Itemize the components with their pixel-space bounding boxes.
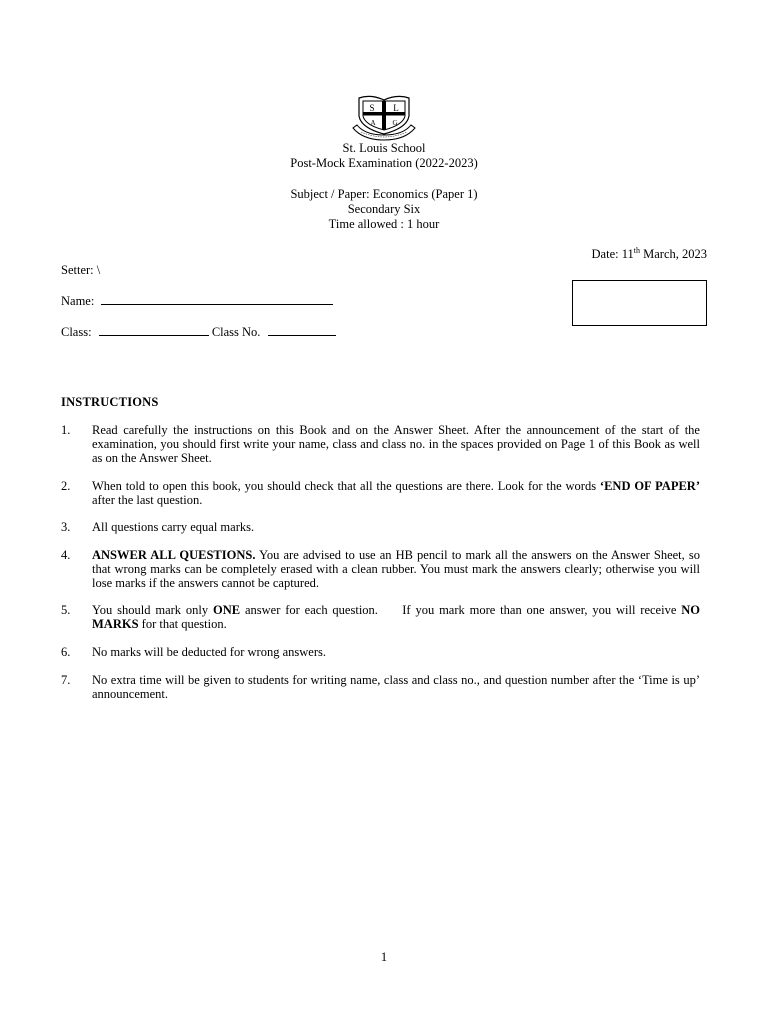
form-level: Secondary Six	[347, 202, 421, 216]
svg-text:G: G	[392, 119, 398, 127]
setter-field: Setter: \	[61, 263, 101, 277]
school-crest-logo	[351, 92, 417, 142]
instruction-number: 3.	[61, 520, 71, 534]
instruction-text: ANSWER ALL QUESTIONS. You are advised to use an HB pencil to mark all the answers on the Answer Sheet, so that wrong marks can be completely erased with a clean rubber. You must mark the answers clearly; otherwise you will lose marks if the answers cannot be captured.	[92, 548, 700, 590]
class-blank-line	[99, 324, 209, 336]
svg-text:L: L	[393, 103, 399, 113]
instruction-text: All questions carry equal marks.	[92, 520, 255, 534]
instruction-number: 5.	[61, 603, 71, 617]
instruction-number: 1.	[61, 423, 71, 437]
page-number: 1	[380, 950, 388, 964]
instruction-text: No marks will be deducted for wrong answers.	[92, 645, 326, 659]
time-allowed: Time allowed : 1 hour	[328, 217, 440, 231]
class-no-blank-line	[268, 324, 336, 336]
date-day: Date: 11	[591, 247, 634, 261]
instruction-number: 4.	[61, 548, 71, 562]
name-blank-line	[101, 293, 333, 305]
instruction-text: Read carefully the instructions on this Book and on the Answer Sheet. After the announcement of the start of the examination, you should first write your name, class and class no. in the spaces provided on Page 1 of this Book as well as on the Answer Sheet.	[92, 423, 700, 465]
svg-text:A: A	[370, 119, 376, 127]
date-month-year: March, 2023	[640, 247, 707, 261]
class-field	[61, 324, 336, 340]
class-label: Class:	[61, 325, 92, 339]
class-no-label: Class No.	[211, 325, 261, 339]
instruction-number: 7.	[61, 673, 71, 687]
instructions-title: INSTRUCTIONS	[61, 395, 159, 409]
exam-title: Post-Mock Examination (2022-2023)	[290, 156, 478, 170]
instruction-number: 2.	[61, 479, 71, 493]
svg-text:S: S	[369, 103, 375, 113]
name-field	[61, 293, 333, 309]
school-name: St. Louis School	[342, 141, 426, 155]
date-suffix: th	[633, 245, 640, 255]
instruction-text: You should mark only ONE answer for each question. If you mark more than one answer, you will receive NO MARKS for that question.	[92, 603, 704, 631]
subject-paper: Subject / Paper: Economics (Paper 1)	[290, 187, 478, 201]
name-label: Name:	[61, 294, 95, 308]
instruction-text: When told to open this book, you should check that all the questions are there. Look for the words ‘END OF PAPER’ after the last question.	[92, 479, 700, 507]
instruction-text: No extra time will be given to students for writing name, class and class no., and question number after the ‘Time is up’ announcement.	[92, 673, 700, 701]
marks-box	[572, 280, 707, 326]
instruction-number: 6.	[61, 645, 71, 659]
exam-date	[592, 247, 707, 262]
